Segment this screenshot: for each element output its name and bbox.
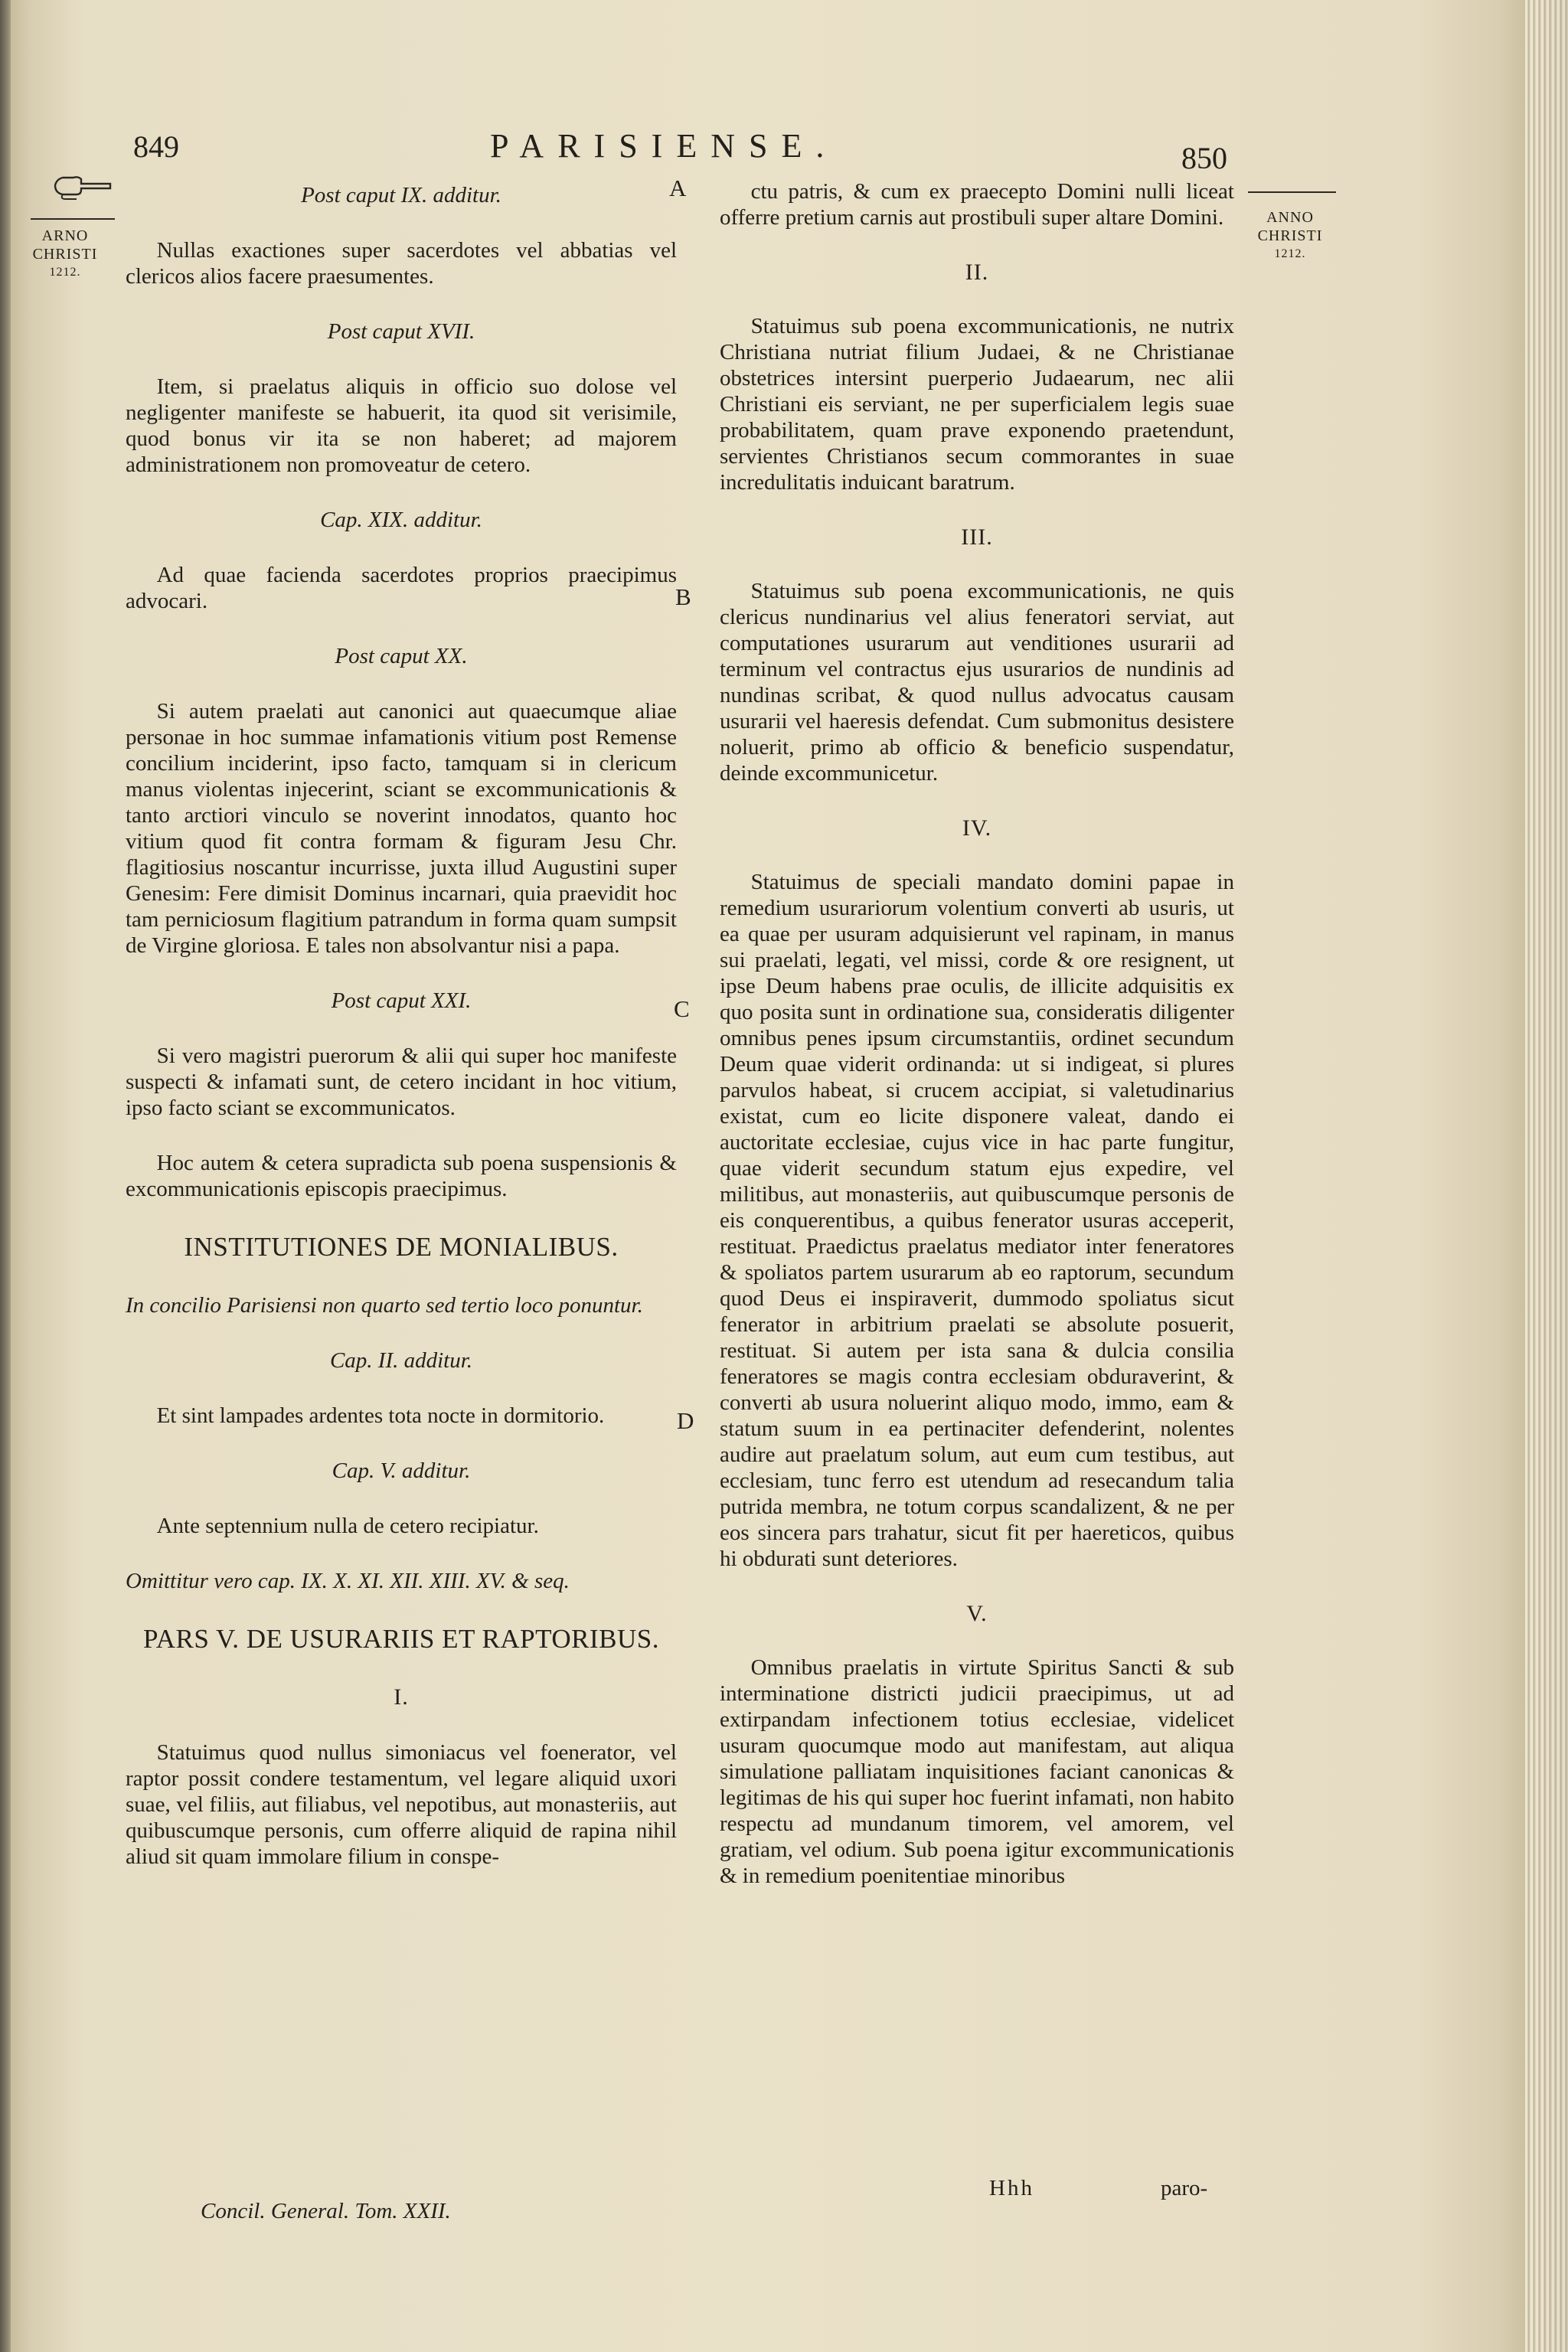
margin-letter-a: A <box>669 175 687 201</box>
left-block-2: Post caput XVII. <box>327 319 475 344</box>
anno-right-line-1: ANNO <box>1266 209 1314 226</box>
margin-letter-d: D <box>677 1407 694 1434</box>
left-block-17: Omittitur vero cap. IX. X. XI. XII. XIII. XV. & seq. <box>126 1569 570 1593</box>
pointing-hand-icon <box>51 168 113 202</box>
right-column <box>720 178 1234 1889</box>
right-block-1: II. <box>965 260 989 285</box>
left-block-0: Post caput IX. additur. <box>301 183 501 207</box>
book-binding <box>0 0 11 2352</box>
right-block-0: ctu patris, & cum ex praecepto Domini nulli liceat offerre pretium carnis aut prostibuli super altare Domini. <box>720 179 1234 230</box>
left-block-16: Ante septennium nulla de cetero recipiatur. <box>156 1514 539 1538</box>
left-block-13: Cap. II. additur. <box>329 1348 473 1373</box>
left-block-1: Nullas exactiones super sacerdotes vel abbatias vel clericos alios facere praesumentes. <box>126 238 677 289</box>
right-block-8: Omnibus praelatis in virtute Spiritus Sancti & sub interminatione districti judicii praecipimus, ut ad extirpandam infectionem totius ecclesiae, videlicet usuram quocumque modo aut manifestam, aut aliqua simulatione palliatam inquisitiones faciant canonicas & legitimas de his qui super hoc fuerint infamati, non habito respectu ad mundanum timorem, vel amorem, vel gratiam, vel odium. Sub poena igitur excommunicationis & in remedium poenitentiae minoribus <box>720 1655 1234 1888</box>
page-number-right: 850 <box>1181 141 1227 175</box>
left-block-18: PARS V. DE USURARIIS ET RAPTORIBUS. <box>143 1624 659 1654</box>
margin-letter-c: C <box>674 995 690 1022</box>
running-head: PARISIENSE. <box>490 127 838 165</box>
anno-right-line-2: CHRISTI <box>1257 227 1323 244</box>
anno-left-line-3: 1212. <box>49 266 81 279</box>
right-block-5: IV. <box>962 815 992 841</box>
left-block-3: Item, si praelatus aliquis in officio suo dolose vel negligenter manifeste se habuerit, ita quod sit verisimile, quod bonus vir ita se non haberet; ad majorem administrationem non promoveatur de cetero. <box>126 374 677 477</box>
left-column <box>126 182 677 1870</box>
right-block-7: V. <box>966 1601 988 1626</box>
anno-left <box>23 227 107 282</box>
left-block-20: Statuimus quod nullus simoniacus vel foenerator, vel raptor possit condere testamentum, vel legare aliquid uxori suae, vel filiis, aut filiabus, vel nepotibus, aut monasteriis, aut quibuscumque personis, cum offerre aliquid de rapina nihil aliud sit quam immolare filium in conspe- <box>126 1740 677 1869</box>
anno-left-line-1: ARNO <box>41 227 89 244</box>
page-number-left: 849 <box>133 129 179 164</box>
anno-right <box>1240 208 1340 263</box>
left-block-11: INSTITUTIONES DE MONIALIBUS. <box>184 1232 619 1262</box>
margin-letter-b: B <box>675 583 691 610</box>
anno-left-line-2: CHRISTI <box>32 246 98 263</box>
signature-mark: Hhh <box>989 2176 1034 2200</box>
left-block-4: Cap. XIX. additur. <box>320 508 482 532</box>
left-block-6: Post caput XX. <box>335 644 468 668</box>
right-block-4: Statuimus sub poena excommunicationis, ne quis clericus nundinarius vel alius feneratori serviat, aut computationes usurarum aut venditiones usurarii ad terminum vel contractus ejus usurarios de nundinis ad nundinas scribat, & quod nullus advocatus causam usurarii vel haeresis defendat. Cum submonitus desistere noluerit, primo ab officio & beneficio suspendatur, deinde excommunicetur. <box>720 579 1234 786</box>
left-block-12: In concilio Parisiensi non quarto sed tertio loco ponuntur. <box>126 1293 643 1318</box>
left-block-7: Si autem praelati aut canonici aut quaecumque aliae personae in hoc summae infamationis vitium post Remense concilium inciderint, ipso facto, tamquam si in clericum manus violentas injecerint, sciant se excommunicationis & tanto arctiori vinculo se noverint innodatos, quanto hoc vitium quod fit contra formam & figuram Jesu Chr. flagitiosius noscantur incurrisse, juxta illud Augustini super Genesim: Fere dimisit Dominus incarnari, quia praevidit hoc tam perniciosum flagitium patrandum in forma quam sumpsit de Virgine gloriosa. E tales non absolvantur nisi a papa. <box>126 699 677 958</box>
left-block-8: Post caput XXI. <box>331 988 472 1013</box>
footer-volume: Concil. General. Tom. XXII. <box>201 2199 451 2223</box>
right-block-3: III. <box>961 524 993 550</box>
left-block-19: I. <box>394 1684 409 1710</box>
anno-rule-right <box>1248 191 1336 193</box>
right-block-6: Statuimus de speciali mandato domini papae in remedium usurariorum volentium converti ab usuris, ut ea quae per usuram adquisierunt vel rapinam, in manus sui praelati, legati, vel missi, corde & ore resignent, ut ipse Deum habens prae oculis, de illicite adquisitis ex quo posita sunt in ordinatione sua, consideratis diligenter omnibus penes ipsum circumstantiis, ordinet secundum Deum quae viderit ordinanda: ut si indigeat, si plures parvulos habeat, si crucem accipiat, si valetudinarius existat, cum eo licite disponere valeat, dando ei auctoritate ecclesiae, cujus vice in hac parte fungitur, quae viderit secundum statum ejus expedire, vel militibus, aut monasteriis, aut quibuscumque personis de eis conquerentibus, a quibus fenerator usuras acceperit, restituat. Praedictus praelatus mediator inter feneratores & spoliatos partem usurarum ab eo raptorum, secundum quod Deus ei inspiraverit, dummodo spoliatus sicut fenerator in arbitrium praelati se absolute posuerit, restituat. Si autem per ista sana & dulcia consilia feneratores se magis contra ecclesiam obduraverint, & converti ab usura noluerint aliquo modo, immo, eam & statum suum in ea pertinaciter defenderint, nolentes audire aut praelatum solum, aut eum cum testibus, aut ecclesiam, tunc ferro est utendum ad resecandum talia putrida membra, ne totum corpus scandalizent, & ne per eos sincera pars trahatur, sicut fit per haereticos, quibus hi obdurati sunt deteriores. <box>720 870 1234 1571</box>
catchword: paro- <box>1161 2176 1208 2200</box>
left-block-5: Ad quae facienda sacerdotes proprios praecipimus advocari. <box>126 563 677 613</box>
anno-rule-left <box>31 218 115 220</box>
right-block-2: Statuimus sub poena excommunicationis, ne nutrix Christiana nutriat filium Judaei, & ne Christianae obstetrices intersint puerperio Judaearum, nec alii Christiani eis serviant, ne per superficialem legis suae probabilitatem, quam prave exponendo praetendunt, servientes Christianos secum commorantes in suae incredulitatis induicant baratrum. <box>720 314 1234 495</box>
left-block-9: Si vero magistri puerorum & alii qui super hoc manifeste suspecti & infamati sunt, de cetero incidant in hoc vitium, ipso facto sciant se excommunicatos. <box>126 1044 677 1120</box>
left-block-14: Et sint lampades ardentes tota nocte in dormitorio. <box>156 1403 605 1428</box>
left-block-15: Cap. V. additur. <box>332 1459 471 1483</box>
anno-right-line-3: 1212. <box>1274 247 1306 260</box>
left-block-10: Hoc autem & cetera supradicta sub poena suspensionis & excommunicationis episcopis praecipimus. <box>126 1151 677 1201</box>
page-edges <box>1525 0 1568 2352</box>
